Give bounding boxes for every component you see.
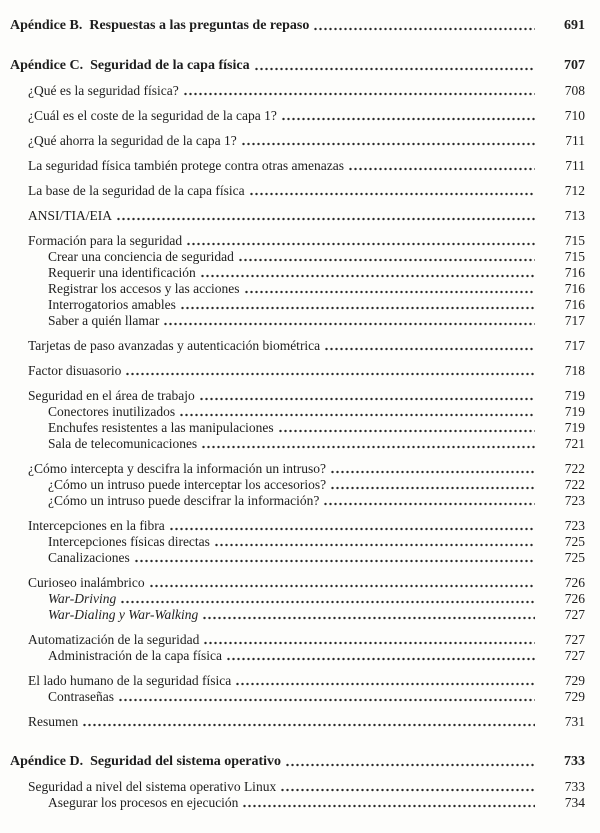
toc-entry-page: 691 [564,18,585,33]
toc-entry [10,477,585,493]
toc-entry [10,338,585,354]
dot-leader [118,691,535,705]
dot-leader [169,520,535,534]
toc-entry-label: Administración de la capa física [48,648,222,663]
dot-leader [254,60,535,74]
toc-entry [10,404,585,420]
dot-leader [241,135,535,149]
toc-entry-page: 726 [564,575,585,590]
dot-leader [199,390,535,404]
dot-leader [238,251,535,265]
toc-entry [10,689,585,705]
toc-entry-page: 734 [564,795,585,810]
dot-leader [244,283,535,297]
toc-entry-page: 716 [564,297,585,312]
toc-entry-page: 707 [564,58,585,73]
dot-leader [186,235,535,249]
toc-entry-label: Intercepciones en la fibra [28,518,165,533]
toc-entry [10,591,585,607]
toc-entry-label: Saber a quién llamar [48,313,160,328]
dot-leader [200,267,535,281]
toc-entry [10,363,585,379]
toc-entry-page: 727 [564,648,585,663]
toc-entry-label: Canalizaciones [48,550,130,565]
dot-leader [202,609,535,623]
toc-entries [10,18,585,811]
toc-entry-page: 723 [564,518,585,533]
toc-entry-page: 717 [564,338,585,353]
toc-entry [10,493,585,509]
dot-leader [249,185,535,199]
toc-entry-label: ¿Cómo un intruso puede descifrar la información? [48,493,320,508]
toc-entry-page: 710 [564,108,585,123]
toc-entry [10,714,585,730]
dot-leader [348,160,535,174]
toc-entry [10,133,585,149]
toc-entry-label: ¿Qué ahorra la seguridad de la capa 1? [28,133,237,148]
toc-entry-page: 716 [564,281,585,296]
toc-entry-label: Enchufes resistentes a las manipulaciones [48,420,274,435]
toc-entry-label: War-Dialing y War-Walking [48,607,199,622]
toc-entry-label: ¿Cómo un intruso puede interceptar los accesorios? [48,477,327,492]
toc-entry-page: 733 [564,754,585,769]
toc-entry-label: Crear una conciencia de seguridad [48,249,234,264]
dot-leader [134,552,535,566]
toc-entry-label: Seguridad a nivel del sistema operativo Linux [28,779,277,794]
toc-entry [10,754,585,770]
toc-entry-page: 711 [565,133,585,148]
toc-entry-page: 731 [564,714,585,729]
dot-leader [120,593,535,607]
toc-entry-page: 721 [564,436,585,451]
toc-entry [10,281,585,297]
dot-leader [183,85,535,99]
toc-entry-page: 708 [564,83,585,98]
toc-entry-label: Formación para la seguridad [28,233,183,248]
dot-leader [281,110,535,124]
toc-entry-label: Contraseñas [48,689,114,704]
toc-entry [10,18,585,34]
toc-entry-label: La seguridad física también protege contra otras amenazas [28,158,344,173]
toc-entry-page: 722 [564,461,585,476]
toc-entry-page: 723 [564,493,585,508]
toc-entry-page: 715 [564,233,585,248]
toc-entry-page: 729 [564,689,585,704]
toc-entry-page: 715 [564,249,585,264]
toc-entry-label: ¿Cómo intercepta y descifra la información un intruso? [28,461,327,476]
toc-entry-label: El lado humano de la seguridad física [28,673,232,688]
toc-entry [10,58,585,74]
toc-entry-page: 725 [564,550,585,565]
dot-leader [163,315,535,329]
dot-leader [280,781,535,795]
toc-entry [10,249,585,265]
dot-leader [125,365,535,379]
toc-entry [10,518,585,534]
toc-entry-label: Seguridad en el área de trabajo [28,388,195,403]
toc-entry [10,673,585,689]
toc-entry-label: Conectores inutilizados [48,404,176,419]
toc-entry [10,575,585,591]
toc-entry-label: ANSI/TIA/EIA [28,208,112,223]
toc-entry-page: 733 [564,779,585,794]
dot-leader [285,756,535,770]
toc-entry [10,83,585,99]
toc-entry-label: ¿Cuál es el coste de la seguridad de la capa 1? [28,108,277,123]
dot-leader [82,716,535,730]
dot-leader [242,797,535,811]
toc-entry [10,550,585,566]
toc-entry-label: Interrogatorios amables [48,297,176,312]
toc-entry-label: Tarjetas de paso avanzadas y autenticación biométrica [28,338,321,353]
toc-entry [10,265,585,281]
toc-entry-page: 711 [565,158,585,173]
toc-entry-page: 712 [564,183,585,198]
toc-page [10,18,585,811]
toc-entry [10,313,585,329]
toc-entry [10,436,585,452]
toc-entry-page: 718 [564,363,585,378]
dot-leader [313,20,535,34]
toc-entry-label: Intercepciones físicas directas [48,534,210,549]
toc-entry [10,208,585,224]
toc-entry-label: Sala de telecomunicaciones [48,436,198,451]
toc-entry-page: 725 [564,534,585,549]
dot-leader [214,536,535,550]
toc-entry [10,632,585,648]
toc-entry-page: 727 [564,607,585,622]
toc-entry-label: Registrar los accesos y las acciones [48,281,240,296]
toc-entry [10,108,585,124]
toc-entry [10,158,585,174]
toc-entry [10,297,585,313]
toc-entry-label: ¿Qué es la seguridad física? [28,83,179,98]
toc-entry-page: 719 [564,388,585,403]
toc-entry [10,648,585,664]
dot-leader [116,210,535,224]
dot-leader [330,463,535,477]
toc-entry [10,388,585,404]
toc-entry-page: 726 [564,591,585,606]
toc-entry [10,183,585,199]
dot-leader [226,650,535,664]
toc-entry [10,420,585,436]
toc-entry-page: 719 [564,420,585,435]
dot-leader [180,299,535,313]
dot-leader [203,634,535,648]
toc-entry-label: Automatización de la seguridad [28,632,200,647]
toc-entry-label: Apéndice C. Seguridad de la capa física [10,58,250,73]
toc-entry-label: Curioseo inalámbrico [28,575,145,590]
toc-entry [10,534,585,550]
toc-entry-label: Asegurar los procesos en ejecución [48,795,239,810]
toc-entry [10,233,585,249]
dot-leader [330,479,535,493]
dot-leader [235,675,535,689]
dot-leader [278,422,535,436]
toc-entry-label: Factor disuasorio [28,363,122,378]
toc-entry [10,795,585,811]
toc-entry-page: 727 [564,632,585,647]
toc-entry-page: 716 [564,265,585,280]
toc-entry-label: La base de la seguridad de la capa física [28,183,245,198]
toc-entry-page: 717 [564,313,585,328]
dot-leader [149,577,535,591]
toc-entry-page: 713 [564,208,585,223]
toc-entry-page: 722 [564,477,585,492]
dot-leader [323,495,535,509]
toc-entry [10,779,585,795]
dot-leader [179,406,535,420]
dot-leader [324,340,535,354]
dot-leader [201,438,535,452]
toc-entry-page: 719 [564,404,585,419]
toc-entry-label: Requerir una identificación [48,265,196,280]
toc-entry-label: Apéndice B. Respuestas a las preguntas de repaso [10,18,310,33]
toc-entry [10,461,585,477]
toc-entry-page: 729 [564,673,585,688]
toc-entry-label: Apéndice D. Seguridad del sistema operativo [10,754,282,769]
toc-entry-label: War-Driving [48,591,117,606]
toc-entry-label: Resumen [28,714,79,729]
toc-entry [10,607,585,623]
